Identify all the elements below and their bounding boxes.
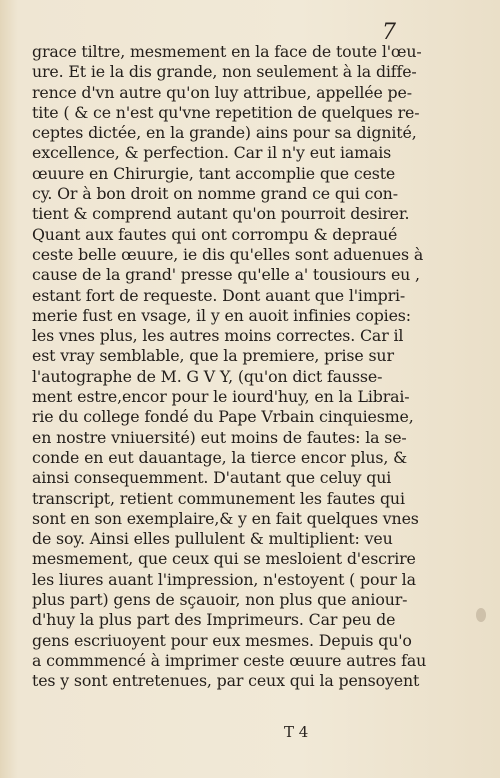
text-line: les vnes plus, les autres moins correctes. Car il	[32, 326, 404, 346]
text-line: conde en eut dauantage, la tierce encor plus, &	[32, 447, 407, 467]
text-line: a commmencé à imprimer ceste œuure autres fau	[32, 650, 427, 670]
text-line: excellence, & perfection. Car il n'y eut iamais	[32, 143, 392, 163]
text-line: œuure en Chirurgie, tant accomplie que ceste	[32, 163, 396, 183]
page-number: 7	[382, 20, 396, 45]
text-line: sont en son exemplaire,& y en fait quelques vnes	[32, 508, 419, 528]
text-line: ceptes dictée, en la grande) ains pour sa dignité,	[32, 123, 417, 143]
text-line: grace tiltre, mesmement en la face de toute l'œu-	[32, 42, 422, 61]
text-line: estant fort de requeste. Dont auant que l'impri-	[32, 285, 406, 305]
text-line: ure. Et ie la dis grande, non seulement à la diffe-	[32, 62, 417, 82]
text-line: gens escriuoyent pour eux mesmes. Depuis qu'o	[32, 630, 412, 650]
text-line: les liures auant l'impression, n'estoyent ( pour la	[32, 569, 416, 589]
text-line: est vray semblable, que la premiere, prise sur	[32, 346, 394, 366]
text-line: mesmement, que ceux qui se mesloient d'escrire	[32, 549, 416, 569]
text-line: plus part) gens de sçauoir, non plus que aniour-	[32, 590, 408, 610]
text-line: d'huy la plus part des Imprimeurs. Car peu de	[32, 610, 396, 630]
text-line: Quant aux fautes qui ont corrompu & depraué	[32, 224, 398, 244]
text-line: rence d'vn autre qu'on luy attribue, appellée pe-	[32, 82, 412, 102]
text-line: tes y sont entretenues, par ceux qui la pensoyent	[32, 671, 420, 691]
text-line: tient & comprend autant qu'on pourroit desirer.	[32, 204, 410, 224]
text-line: tite ( & ce n'est qu'vne repetition de quelques re-	[32, 102, 420, 122]
signature-mark: T 4	[284, 723, 309, 741]
text-line: ment estre,encor pour le iourd'huy, en la Librai-	[32, 387, 410, 407]
text-line: ainsi consequemment. D'autant que celuy qui	[32, 468, 392, 488]
text-line: merie fust en vsage, il y en auoit infinies copies:	[32, 305, 411, 325]
body-text	[32, 42, 427, 692]
text-line: l'autographe de M. G V Y, (qu'on dict fausse-	[32, 366, 383, 386]
text-line: de soy. Ainsi elles pullulent & multiplient: veu	[32, 529, 393, 549]
text-line: rie du college fondé du Pape Vrbain cinquiesme,	[32, 407, 414, 427]
text-line: en nostre vniuersité) eut moins de fautes: la se-	[32, 427, 407, 447]
text-line: cy. Or à bon droit on nomme grand ce qui con-	[32, 184, 398, 204]
text-line: transcript, retient communement les fautes qui	[32, 488, 405, 508]
text-line: cause de la grand' presse qu'elle a' tousiours eu ,	[32, 265, 420, 285]
paper-stain	[476, 608, 486, 622]
text-line: ceste belle œuure, ie dis qu'elles sont aduenues à	[32, 244, 424, 264]
